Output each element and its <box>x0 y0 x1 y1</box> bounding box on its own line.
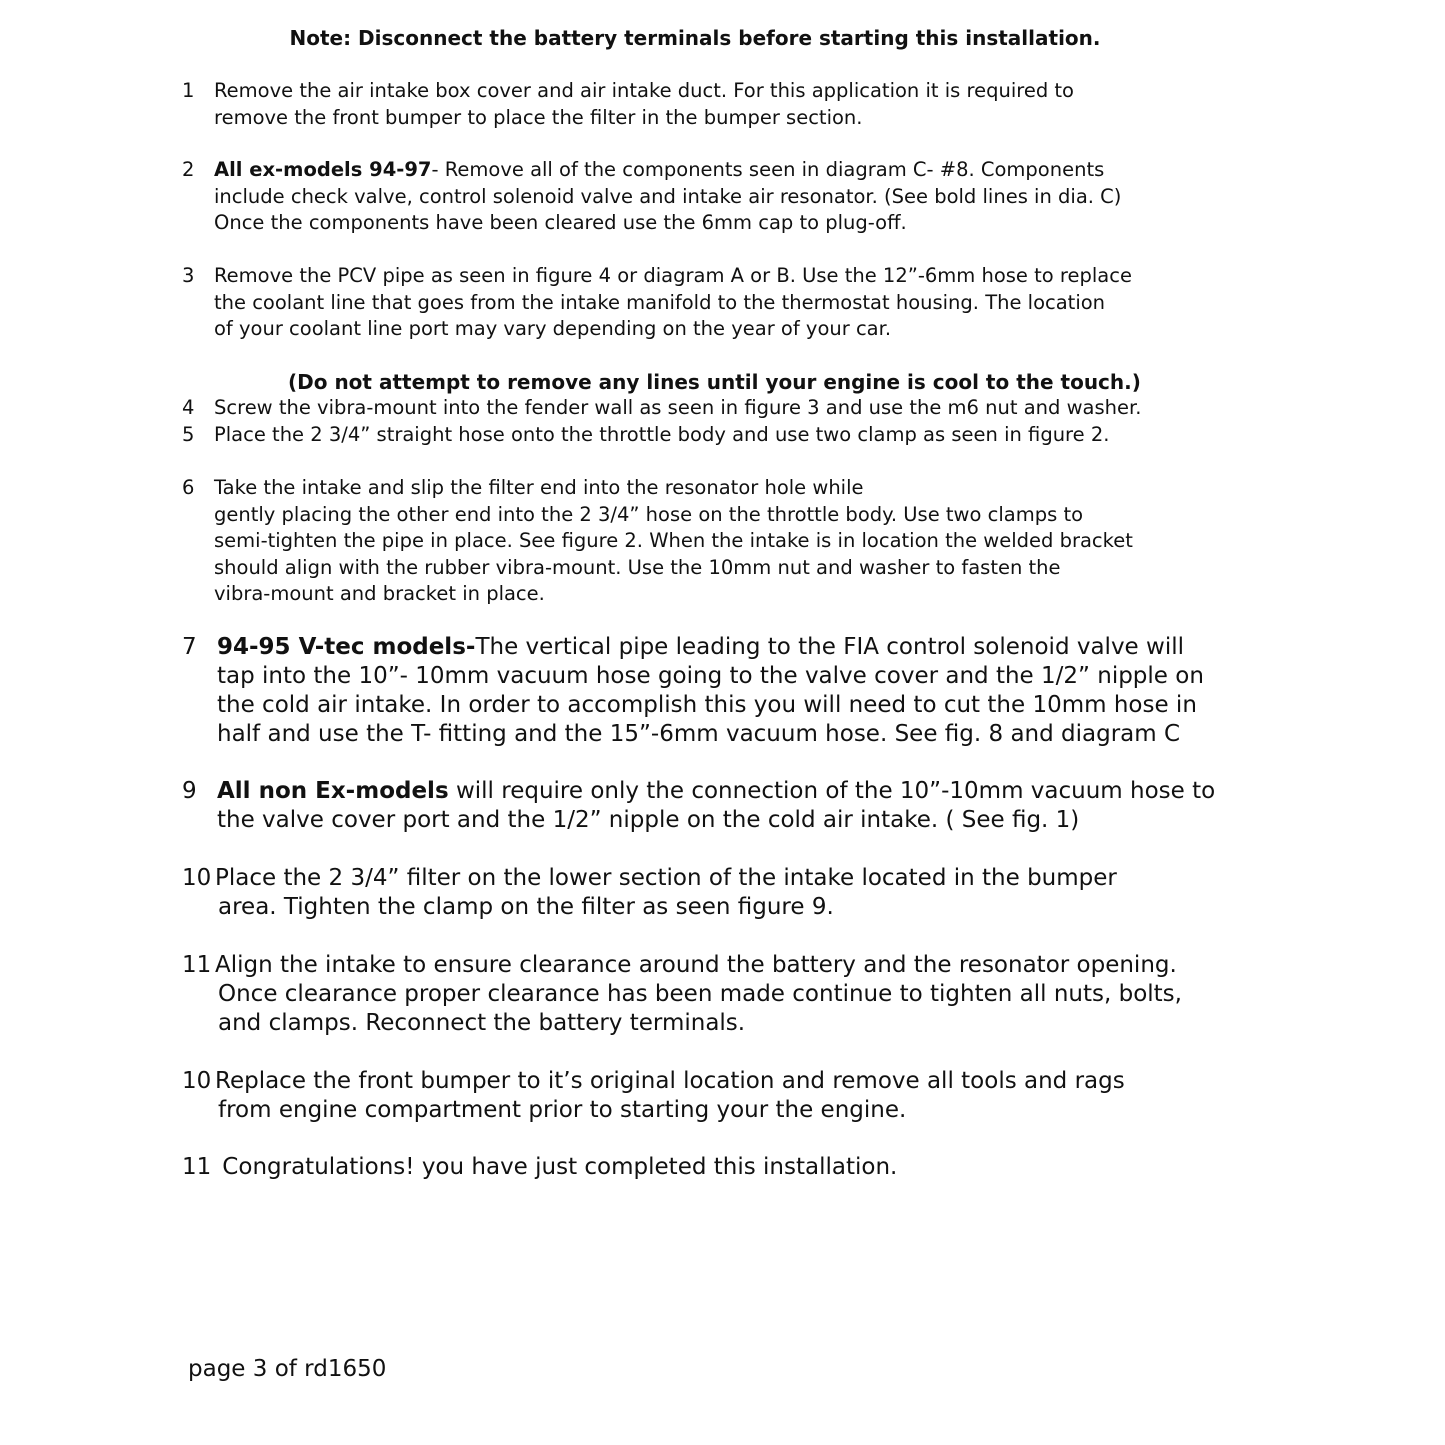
step-number: 10 <box>182 1068 212 1094</box>
step-line: Once clearance proper clearance has been made continue to tighten all nuts, bolts, <box>218 981 1182 1007</box>
note-heading: Note: Disconnect the battery terminals before starting this installation. <box>289 26 1101 50</box>
step-line: include check valve, control solenoid valve and intake air resonator. (See bold lines in dia. C) <box>214 184 1122 208</box>
step-number: 2 <box>182 158 195 181</box>
step-6 <box>182 475 1133 608</box>
step-number: 9 <box>182 778 197 804</box>
step-line: Screw the vibra-mount into the fender wall as seen in figure 3 and use the m6 nut and washer. <box>214 396 1142 419</box>
step-bold-label: All non Ex-models <box>217 778 449 804</box>
step-line: from engine compartment prior to starting your the engine. <box>218 1097 907 1123</box>
step-line: Congratulations! you have just completed this installation. <box>215 1154 898 1180</box>
step-number: 10 <box>182 865 212 891</box>
step-bold-label: All ex-models 94-97 <box>214 158 432 181</box>
step-9 <box>182 777 1215 835</box>
step-4 <box>182 395 1141 422</box>
step-7 <box>182 633 1204 749</box>
step-line: should align with the rubber vibra-mount. Use the 10mm nut and washer to fasten the <box>214 555 1061 579</box>
page-footer: page 3 of rd1650 <box>188 1356 387 1382</box>
step-number: 7 <box>182 634 197 660</box>
caution-heading: (Do not attempt to remove any lines until your engine is cool to the touch.) <box>288 370 1141 394</box>
step-number: 11 <box>182 1154 212 1180</box>
step-line-text: The vertical pipe leading to the FIA control solenoid valve will <box>475 634 1185 660</box>
step-line: and clamps. Reconnect the battery terminals. <box>218 1010 746 1036</box>
step-line: vibra-mount and bracket in place. <box>214 582 545 605</box>
step-number: 6 <box>182 476 195 499</box>
step-line-text: - Remove all of the components seen in diagram C- #8. Components <box>431 158 1105 181</box>
step-line: Remove the PCV pipe as seen in figure 4 or diagram A or B. Use the 12”-6mm hose to replace <box>214 264 1132 287</box>
step-line: gently placing the other end into the 2 3/4” hose on the throttle body. Use two clamps to <box>214 502 1084 526</box>
step-11 <box>182 951 1182 1038</box>
step-line: Replace the front bumper to it’s original location and remove all tools and rags <box>215 1068 1125 1094</box>
step-2 <box>182 157 1121 237</box>
step-line: the cold air intake. In order to accomplish this you will need to cut the 10mm hose in <box>217 692 1197 718</box>
step-number: 11 <box>182 952 212 978</box>
step-line: the valve cover port and the 1/2” nipple on the cold air intake. ( See fig. 1) <box>217 807 1080 833</box>
step-11-repeat <box>182 1153 897 1182</box>
step-number: 1 <box>182 79 195 102</box>
step-line <box>217 777 1215 806</box>
step-number: 4 <box>182 396 195 419</box>
step-line: Place the 2 3/4” straight hose onto the throttle body and use two clamp as seen in figure 2. <box>214 423 1110 446</box>
step-line: half and use the T- fitting and the 15”-6mm vacuum hose. See fig. 8 and diagram C <box>217 721 1181 747</box>
step-1 <box>182 78 1074 131</box>
step-line: of your coolant line port may vary depending on the year of your car. <box>214 317 892 340</box>
step-bold-label: 94-95 V-tec models- <box>217 634 476 660</box>
step-number: 5 <box>182 423 195 446</box>
step-line: the coolant line that goes from the intake manifold to the thermostat housing. The location <box>214 290 1106 314</box>
step-line <box>214 157 1121 184</box>
step-5 <box>182 422 1109 449</box>
step-10 <box>182 864 1117 922</box>
step-line: remove the front bumper to place the filter in the bumper section. <box>214 105 863 129</box>
step-line: Once the components have been cleared use the 6mm cap to plug-off. <box>214 211 907 234</box>
step-line: Place the 2 3/4” filter on the lower section of the intake located in the bumper <box>215 865 1117 891</box>
step-line: Remove the air intake box cover and air intake duct. For this application it is required to <box>214 79 1074 102</box>
step-number: 3 <box>182 264 195 287</box>
step-line-text: will require only the connection of the 10”-10mm vacuum hose to <box>448 778 1216 804</box>
step-line: semi-tighten the pipe in place. See figure 2. When the intake is in location the welded bracket <box>214 529 1133 552</box>
step-10-repeat <box>182 1067 1125 1125</box>
step-line <box>217 633 1204 662</box>
step-line: Take the intake and slip the filter end into the resonator hole while <box>214 476 864 499</box>
step-line: area. Tighten the clamp on the filter as seen figure 9. <box>218 894 834 920</box>
step-line: tap into the 10”- 10mm vacuum hose going to the valve cover and the 1/2” nipple on <box>217 663 1204 689</box>
step-3 <box>182 263 1132 343</box>
step-line: Align the intake to ensure clearance around the battery and the resonator opening. <box>215 952 1177 978</box>
